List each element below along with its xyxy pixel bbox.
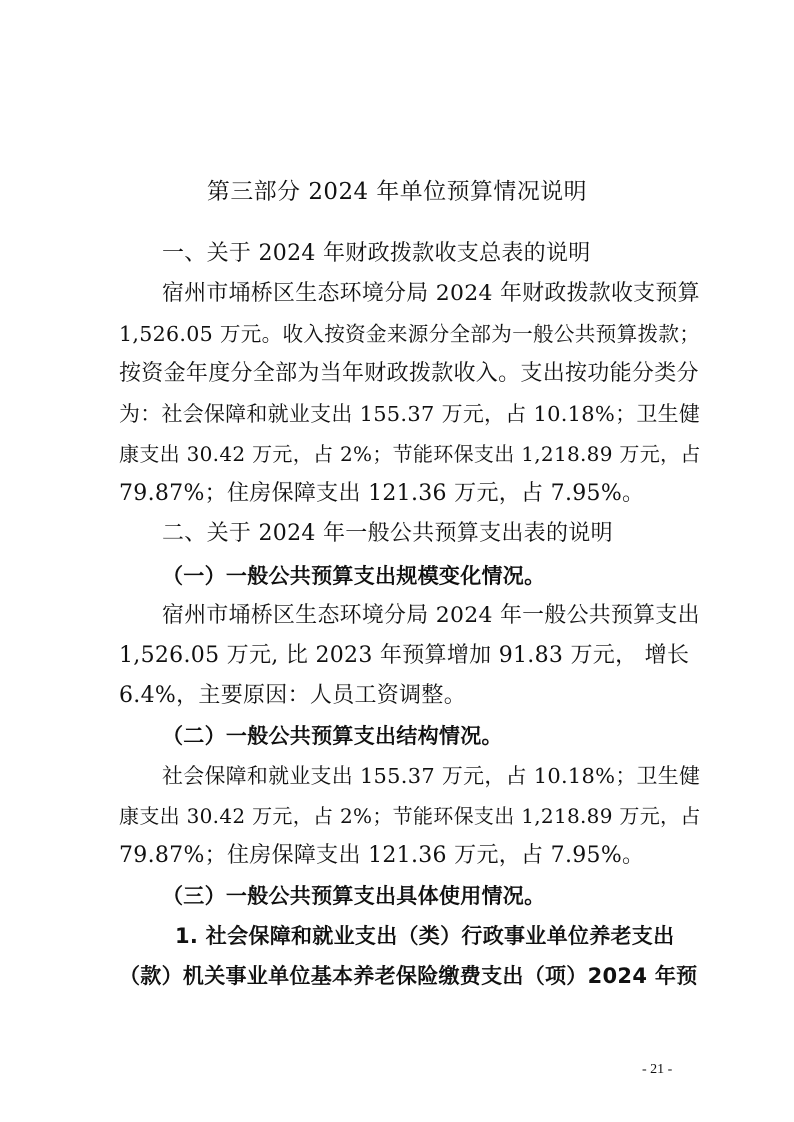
item-heading: 1. 社会保障和就业支出（类）行政事业单位养老支出 — [175, 924, 675, 948]
paragraph-line: 79.87%；住房保障支出 121.36 万元，占 7.95%。 — [119, 481, 645, 506]
subsection-heading-3: （三）一般公共预算支出具体使用情况。 — [162, 884, 546, 908]
paragraph-line: 宿州市埇桥区生态环境分局 2024 年一般公共预算支出 — [162, 603, 700, 628]
subsection-heading-2: （二）一般公共预算支出结构情况。 — [162, 724, 503, 748]
page-title: 第三部分 2024 年单位预算情况说明 — [206, 179, 588, 205]
paragraph-line: 6.4%，主要原因：人员工资调整。 — [119, 683, 466, 708]
paragraph-line: 康支出 30.42 万元，占 2%；节能环保支出 1,218.89 万元，占 — [119, 442, 701, 466]
section-heading-2: 二、关于 2024 年一般公共预算支出表的说明 — [162, 521, 613, 546]
paragraph-line: 社会保障和就业支出 155.37 万元，占 10.18%；卫生健 — [162, 764, 701, 788]
subsection-heading-1: （一）一般公共预算支出规模变化情况。 — [162, 564, 546, 588]
paragraph-line: 79.87%；住房保障支出 121.36 万元，占 7.95%。 — [119, 843, 645, 868]
page-number: - 21 - — [642, 1062, 673, 1077]
item-heading-continued: （款）机关事业单位基本养老保险缴费支出（项）2024 年预 — [119, 964, 698, 988]
paragraph-line: 1,526.05 万元, 比 2023 年预算增加 91.83 万元， 增长 — [119, 643, 690, 668]
section-heading-1: 一、关于 2024 年财政拨款收支总表的说明 — [162, 241, 591, 266]
paragraph-line: 按资金年度分全部为当年财政拨款收入。支出按功能分类分 — [119, 361, 699, 386]
paragraph-line: 为：社会保障和就业支出 155.37 万元，占 10.18%；卫生健 — [119, 402, 701, 426]
paragraph-line: 康支出 30.42 万元，占 2%；节能环保支出 1,218.89 万元，占 — [119, 804, 701, 828]
paragraph-line: 宿州市埇桥区生态环境分局 2024 年财政拨款收支预算 — [162, 281, 700, 306]
paragraph-line: 1,526.05 万元。收入按资金来源分全部为一般公共预算拨款； — [119, 322, 701, 346]
